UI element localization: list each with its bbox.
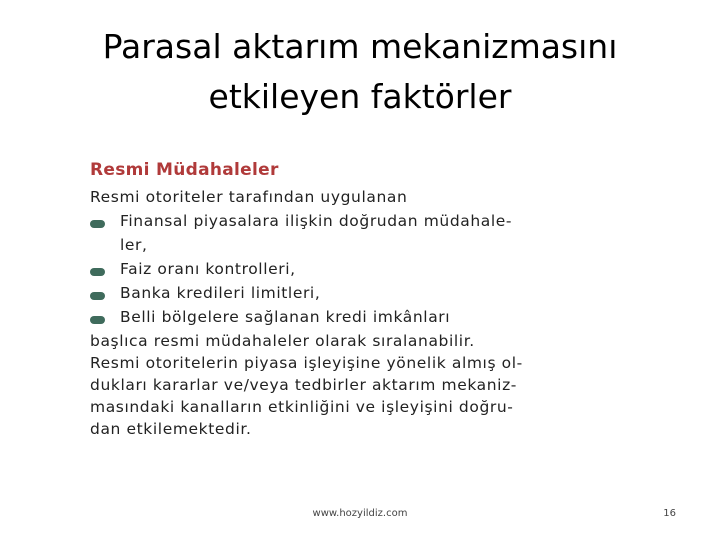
intro-line: Resmi otoriteler tarafından uygulanan — [90, 188, 408, 206]
bullet-dot-icon — [90, 268, 105, 276]
bullet-dot-icon — [90, 220, 105, 228]
bullet-dot-icon — [90, 316, 105, 324]
paragraph-line-1: başlıca resmi müdahaleler olarak sıralanabilir. — [90, 332, 475, 350]
bullet-item-4: Belli bölgelere sağlanan kredi imkânları — [120, 308, 451, 326]
bullet-item-1-line-1: Finansal piyasalara ilişkin doğrudan müdahale- — [120, 212, 513, 230]
paragraph-line-3: dukları kararlar ve/veya tedbirler aktarım mekaniz- — [90, 376, 517, 394]
paragraph-line-4: masındaki kanalların etkinliğini ve işleyişini doğru- — [90, 398, 514, 416]
slide-title — [60, 22, 660, 122]
slide-title-line-2: etkileyen faktörler — [208, 77, 512, 116]
paragraph-line-5: dan etkilemektedir. — [90, 420, 252, 438]
bullet-item-1-line-2: ler, — [120, 236, 148, 254]
page-number: 16 — [663, 508, 676, 519]
paragraph-line-2: Resmi otoritelerin piyasa işleyişine yönelik almış ol- — [90, 354, 523, 372]
bullet-item-3: Banka kredileri limitleri, — [120, 284, 321, 302]
footer-url: www.hozyildiz.com — [312, 508, 408, 519]
scanned-text-block — [82, 152, 642, 452]
slide-title-line-1: Parasal aktarım mekanizmasını — [102, 27, 618, 66]
bullet-item-2: Faiz oranı kontrolleri, — [120, 260, 296, 278]
section-heading: Resmi Müdahaleler — [90, 160, 279, 180]
bullet-dot-icon — [90, 292, 105, 300]
